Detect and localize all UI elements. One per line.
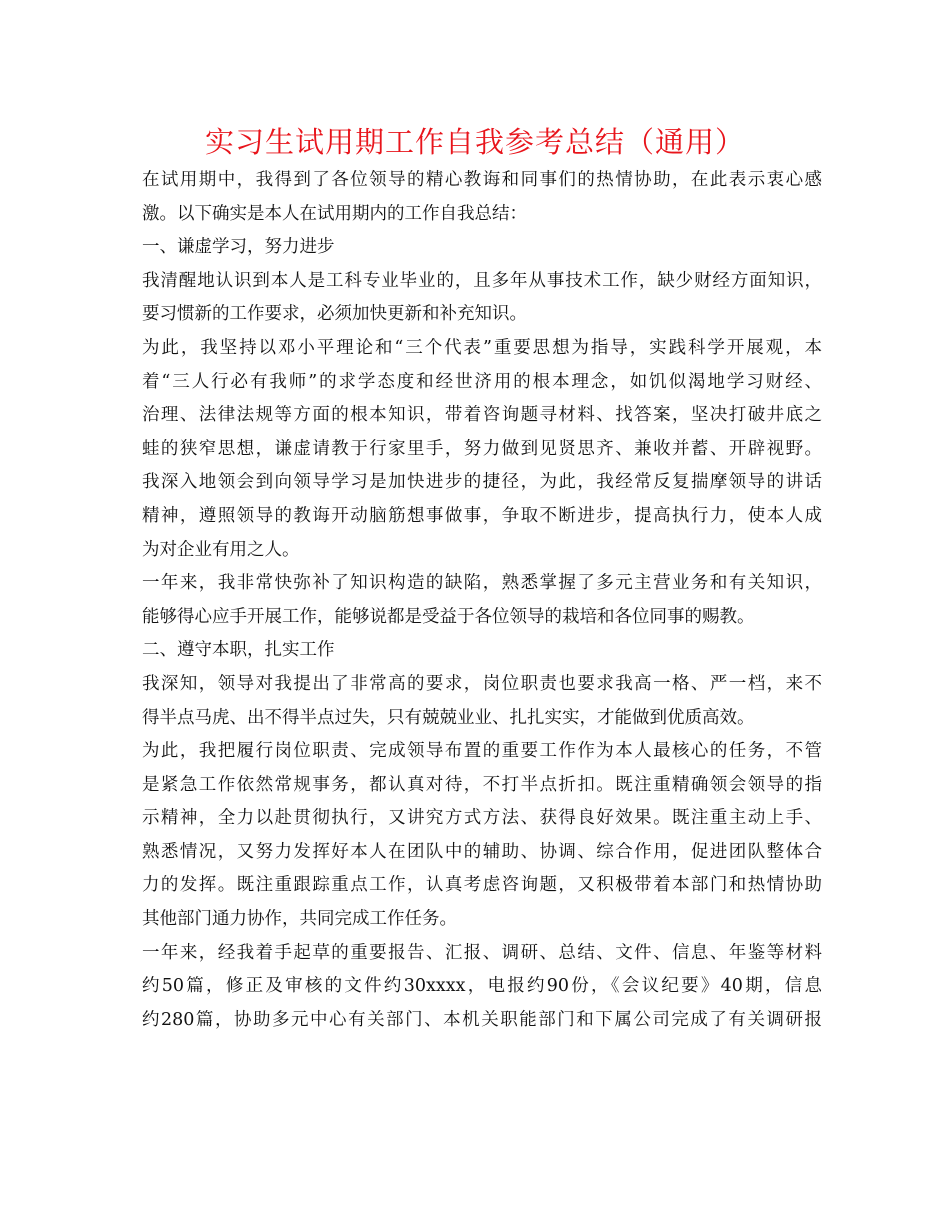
body-line: 其他部门通力协作，共同完成工作任务。	[142, 909, 457, 930]
document-body	[142, 164, 822, 1037]
body-line: 治理、法律法规等方面的根本知识，带着咨询题寻材料、找答案，坚决打破井底之	[142, 405, 822, 426]
body-line: 为对企业有用之人。	[142, 539, 300, 560]
body-line: 力的发挥。既注重跟踪重点工作，认真考虑咨询题，又积极带着本部门和热情协助	[142, 875, 822, 896]
body-line: 在试用期中，我得到了各位领导的精心教诲和同事们的热情协助，在此表示衷心感	[142, 170, 822, 190]
document-title: 实习生试用期工作自我参考总结（通用）	[204, 125, 745, 159]
body-line: 我深入地领会到向领导学习是加快进步的捷径，为此，我经常反复揣摩领导的讲话	[142, 472, 822, 493]
body-line: 得半点马虎、出不得半点过失，只有兢兢业业、扎扎实实，才能做到优质高效。	[142, 707, 755, 728]
body-line: 约50篇，修正及审核的文件约30xxxx，电报约90份，《会议纪要》40期，信息	[142, 976, 822, 997]
body-line: 约280篇，协助多元中心有关部门、本机关职能部门和下属公司完成了有关调研报	[142, 1009, 822, 1030]
body-line: 精神，遵照领导的教诲开动脑筋想事做事，争取不断进步，提高执行力，使本人成	[142, 505, 822, 526]
section-heading: 二、遵守本职，扎实工作	[142, 640, 335, 661]
body-line: 我清醒地认识到本人是工科专业毕业的，且多年从事技术工作，缺少财经方面知识，	[142, 270, 822, 291]
body-line: 激。以下确实是本人在试用期内的工作自我总结：	[142, 203, 527, 224]
body-line: 能够得心应手开展工作，能够说都是受益于各位领导的栽培和各位同事的赐教。	[142, 606, 755, 627]
body-line: 一年来，经我着手起草的重要报告、汇报、调研、总结、文件、信息、年鉴等材料	[142, 942, 822, 963]
body-line: 要习惯新的工作要求，必须加快更新和补充知识。	[142, 304, 527, 325]
body-line: 着“三人行必有我师”的求学态度和经世济用的根本理念，如饥似渴地学习财经、	[142, 371, 822, 392]
section-heading: 一、谦虚学习，努力进步	[142, 237, 335, 258]
body-line: 一年来，我非常快弥补了知识构造的缺陷，熟悉掌握了多元主营业务和有关知识，	[142, 573, 822, 594]
body-line: 是紧急工作依然常规事务，都认真对待，不打半点折扣。既注重精确领会领导的指	[142, 774, 822, 795]
body-line: 蛙的狭窄思想，谦虚请教于行家里手，努力做到见贤思齐、兼收并蓄、开辟视野。	[142, 438, 822, 459]
body-line: 为此，我坚持以邓小平理论和“三个代表”重要思想为指导，实践科学开展观，本	[142, 337, 822, 358]
body-line: 示精神，全力以赴贯彻执行，又讲究方式方法、获得良好效果。既注重主动上手、	[142, 808, 822, 829]
body-line: 熟悉情况，又努力发挥好本人在团队中的辅助、协调、综合作用，促进团队整体合	[142, 841, 822, 862]
body-line: 为此，我把履行岗位职责、完成领导布置的重要工作作为本人最核心的任务，不管	[142, 741, 822, 762]
body-line: 我深知，领导对我提出了非常高的要求，岗位职责也要求我高一格、严一档，来不	[142, 673, 822, 694]
